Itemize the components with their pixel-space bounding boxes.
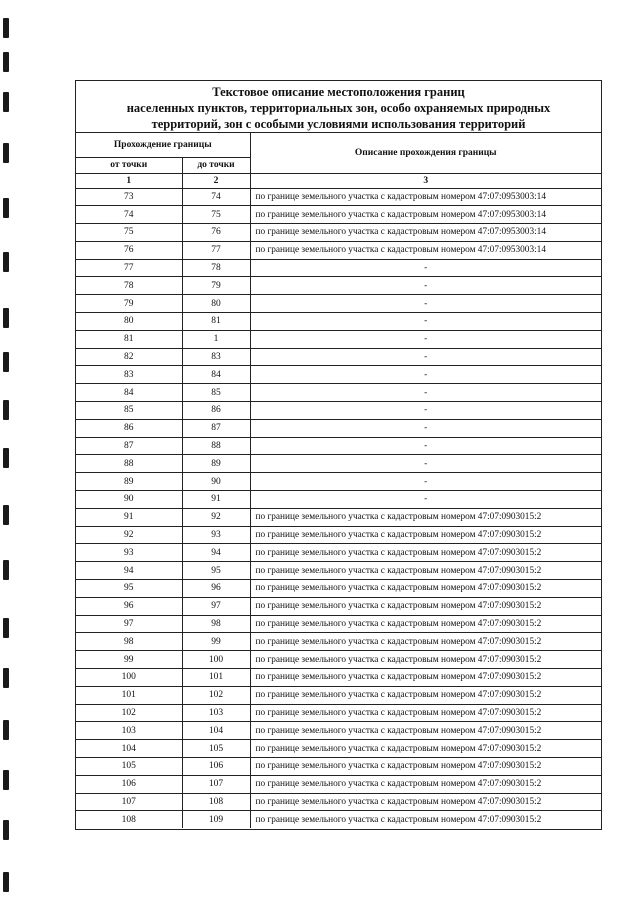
description-cell: по границе земельного участка с кадастровым номером 47:07:0903015:2 [250, 686, 601, 704]
description-cell: по границе земельного участка с кадастровым номером 47:07:0903015:2 [250, 793, 601, 811]
description-cell: - [250, 384, 601, 402]
description-cell: по границе земельного участка с кадастровым номером 47:07:0953003:14 [250, 224, 601, 242]
from-point-header: от точки [76, 157, 182, 173]
table-row [76, 348, 601, 366]
to-point-cell: 79 [182, 277, 250, 295]
from-point-cell: 101 [76, 686, 182, 704]
table-row [76, 722, 601, 740]
table-row [76, 615, 601, 633]
description-cell: - [250, 295, 601, 313]
to-point-cell: 80 [182, 295, 250, 313]
table-row [76, 188, 601, 206]
to-point-cell: 98 [182, 615, 250, 633]
from-point-cell: 108 [76, 811, 182, 828]
from-point-cell: 84 [76, 384, 182, 402]
description-cell: - [250, 277, 601, 295]
from-point-cell: 80 [76, 313, 182, 331]
table-row [76, 704, 601, 722]
from-point-cell: 86 [76, 419, 182, 437]
table-row [76, 384, 601, 402]
from-point-cell: 92 [76, 526, 182, 544]
to-point-cell: 87 [182, 419, 250, 437]
from-point-cell: 95 [76, 580, 182, 598]
description-cell: по границе земельного участка с кадастровым номером 47:07:0903015:2 [250, 597, 601, 615]
description-header: Описание прохождения границы [250, 133, 601, 173]
column-number-3: 3 [250, 173, 601, 188]
to-point-cell: 108 [182, 793, 250, 811]
to-point-cell: 84 [182, 366, 250, 384]
binding-hole-mark [3, 872, 9, 892]
to-point-cell: 90 [182, 473, 250, 491]
to-point-cell: 95 [182, 562, 250, 580]
description-cell: по границе земельного участка с кадастровым номером 47:07:0903015:2 [250, 669, 601, 687]
description-cell: - [250, 366, 601, 384]
to-point-cell: 75 [182, 206, 250, 224]
from-point-cell: 79 [76, 295, 182, 313]
binding-hole-mark [3, 308, 9, 328]
table-row [76, 455, 601, 473]
table-row [76, 811, 601, 828]
table-row [76, 775, 601, 793]
description-cell: - [250, 330, 601, 348]
description-cell: по границе земельного участка с кадастровым номером 47:07:0903015:2 [250, 544, 601, 562]
to-point-cell: 107 [182, 775, 250, 793]
to-point-cell: 81 [182, 313, 250, 331]
boundary-table [76, 133, 601, 828]
description-cell: по границе земельного участка с кадастровым номером 47:07:0903015:2 [250, 722, 601, 740]
column-number-2: 2 [182, 173, 250, 188]
table-row [76, 224, 601, 242]
to-point-cell: 89 [182, 455, 250, 473]
from-point-cell: 76 [76, 241, 182, 259]
from-point-cell: 74 [76, 206, 182, 224]
from-point-cell: 89 [76, 473, 182, 491]
to-point-cell: 76 [182, 224, 250, 242]
to-point-cell: 85 [182, 384, 250, 402]
description-cell: - [250, 259, 601, 277]
binding-hole-mark [3, 505, 9, 525]
table-row [76, 633, 601, 651]
to-point-cell: 101 [182, 669, 250, 687]
binding-hole-mark [3, 820, 9, 840]
from-point-cell: 77 [76, 259, 182, 277]
table-row [76, 295, 601, 313]
from-point-cell: 73 [76, 188, 182, 206]
table-row [76, 277, 601, 295]
description-cell: по границе земельного участка с кадастровым номером 47:07:0903015:2 [250, 633, 601, 651]
description-cell: по границе земельного участка с кадастровым номером 47:07:0903015:2 [250, 811, 601, 828]
binding-holes [0, 0, 14, 905]
to-point-cell: 91 [182, 491, 250, 509]
from-point-cell: 87 [76, 437, 182, 455]
table-row [76, 597, 601, 615]
table-row [76, 330, 601, 348]
table-row [76, 473, 601, 491]
to-point-cell: 100 [182, 651, 250, 669]
title-line-1: Текстовое описание местоположения границ [212, 85, 465, 99]
description-cell: по границе земельного участка с кадастровым номером 47:07:0903015:2 [250, 615, 601, 633]
description-cell: по границе земельного участка с кадастровым номером 47:07:0903015:2 [250, 508, 601, 526]
from-point-cell: 93 [76, 544, 182, 562]
description-cell: по границе земельного участка с кадастровым номером 47:07:0903015:2 [250, 758, 601, 776]
table-row [76, 259, 601, 277]
table-row [76, 241, 601, 259]
table-row [76, 793, 601, 811]
table-row [76, 758, 601, 776]
table-body [76, 188, 601, 828]
to-point-cell: 109 [182, 811, 250, 828]
description-cell: по границе земельного участка с кадастровым номером 47:07:0953003:14 [250, 206, 601, 224]
table-row [76, 419, 601, 437]
binding-hole-mark [3, 352, 9, 372]
to-point-cell: 97 [182, 597, 250, 615]
from-point-cell: 91 [76, 508, 182, 526]
from-point-cell: 97 [76, 615, 182, 633]
to-point-cell: 74 [182, 188, 250, 206]
binding-hole-mark [3, 448, 9, 468]
to-point-cell: 86 [182, 402, 250, 420]
binding-hole-mark [3, 198, 9, 218]
to-point-cell: 83 [182, 348, 250, 366]
description-cell: по границе земельного участка с кадастровым номером 47:07:0903015:2 [250, 526, 601, 544]
from-point-cell: 88 [76, 455, 182, 473]
description-cell: по границе земельного участка с кадастровым номером 47:07:0953003:14 [250, 241, 601, 259]
title-line-3: территорий, зон с особыми условиями использования территорий [151, 117, 526, 131]
table-row [76, 544, 601, 562]
to-point-cell: 77 [182, 241, 250, 259]
binding-hole-mark [3, 92, 9, 112]
description-cell: по границе земельного участка с кадастровым номером 47:07:0903015:2 [250, 775, 601, 793]
table-row [76, 491, 601, 509]
binding-hole-mark [3, 560, 9, 580]
table-row [76, 437, 601, 455]
from-point-cell: 98 [76, 633, 182, 651]
description-cell: по границе земельного участка с кадастровым номером 47:07:0903015:2 [250, 740, 601, 758]
description-cell: - [250, 455, 601, 473]
description-cell: - [250, 348, 601, 366]
description-cell: - [250, 402, 601, 420]
from-point-cell: 85 [76, 402, 182, 420]
to-point-cell: 102 [182, 686, 250, 704]
description-cell: по границе земельного участка с кадастровым номером 47:07:0903015:2 [250, 704, 601, 722]
binding-hole-mark [3, 668, 9, 688]
binding-hole-mark [3, 18, 9, 38]
from-point-cell: 99 [76, 651, 182, 669]
to-point-cell: 92 [182, 508, 250, 526]
to-point-cell: 94 [182, 544, 250, 562]
document-frame [75, 80, 602, 830]
to-point-cell: 78 [182, 259, 250, 277]
to-point-header: до точки [182, 157, 250, 173]
to-point-cell: 1 [182, 330, 250, 348]
from-point-cell: 106 [76, 775, 182, 793]
passage-header: Прохождение границы [76, 133, 250, 157]
from-point-cell: 82 [76, 348, 182, 366]
to-point-cell: 104 [182, 722, 250, 740]
description-cell: по границе земельного участка с кадастровым номером 47:07:0903015:2 [250, 580, 601, 598]
table-row [76, 508, 601, 526]
table-row [76, 580, 601, 598]
description-cell: - [250, 313, 601, 331]
column-number-1: 1 [76, 173, 182, 188]
to-point-cell: 105 [182, 740, 250, 758]
from-point-cell: 105 [76, 758, 182, 776]
from-point-cell: 83 [76, 366, 182, 384]
binding-hole-mark [3, 618, 9, 638]
to-point-cell: 88 [182, 437, 250, 455]
table-row [76, 669, 601, 687]
description-cell: - [250, 437, 601, 455]
from-point-cell: 104 [76, 740, 182, 758]
to-point-cell: 106 [182, 758, 250, 776]
table-row [76, 740, 601, 758]
table-row [76, 206, 601, 224]
binding-hole-mark [3, 143, 9, 163]
binding-hole-mark [3, 252, 9, 272]
title-line-2: населенных пунктов, территориальных зон, особо охраняемых природных [126, 101, 551, 115]
binding-hole-mark [3, 720, 9, 740]
binding-hole-mark [3, 400, 9, 420]
description-cell: - [250, 491, 601, 509]
from-point-cell: 96 [76, 597, 182, 615]
binding-hole-mark [3, 770, 9, 790]
table-row [76, 402, 601, 420]
from-point-cell: 107 [76, 793, 182, 811]
table-row [76, 686, 601, 704]
document-title [76, 81, 601, 133]
table-row [76, 651, 601, 669]
from-point-cell: 75 [76, 224, 182, 242]
description-cell: по границе земельного участка с кадастровым номером 47:07:0953003:14 [250, 188, 601, 206]
binding-hole-mark [3, 52, 9, 72]
table-row [76, 366, 601, 384]
table-row [76, 562, 601, 580]
description-cell: по границе земельного участка с кадастровым номером 47:07:0903015:2 [250, 562, 601, 580]
description-cell: - [250, 473, 601, 491]
from-point-cell: 78 [76, 277, 182, 295]
table-row [76, 313, 601, 331]
to-point-cell: 99 [182, 633, 250, 651]
from-point-cell: 100 [76, 669, 182, 687]
description-cell: - [250, 419, 601, 437]
table-row [76, 526, 601, 544]
to-point-cell: 93 [182, 526, 250, 544]
from-point-cell: 102 [76, 704, 182, 722]
from-point-cell: 90 [76, 491, 182, 509]
to-point-cell: 103 [182, 704, 250, 722]
from-point-cell: 81 [76, 330, 182, 348]
from-point-cell: 94 [76, 562, 182, 580]
to-point-cell: 96 [182, 580, 250, 598]
description-cell: по границе земельного участка с кадастровым номером 47:07:0903015:2 [250, 651, 601, 669]
from-point-cell: 103 [76, 722, 182, 740]
